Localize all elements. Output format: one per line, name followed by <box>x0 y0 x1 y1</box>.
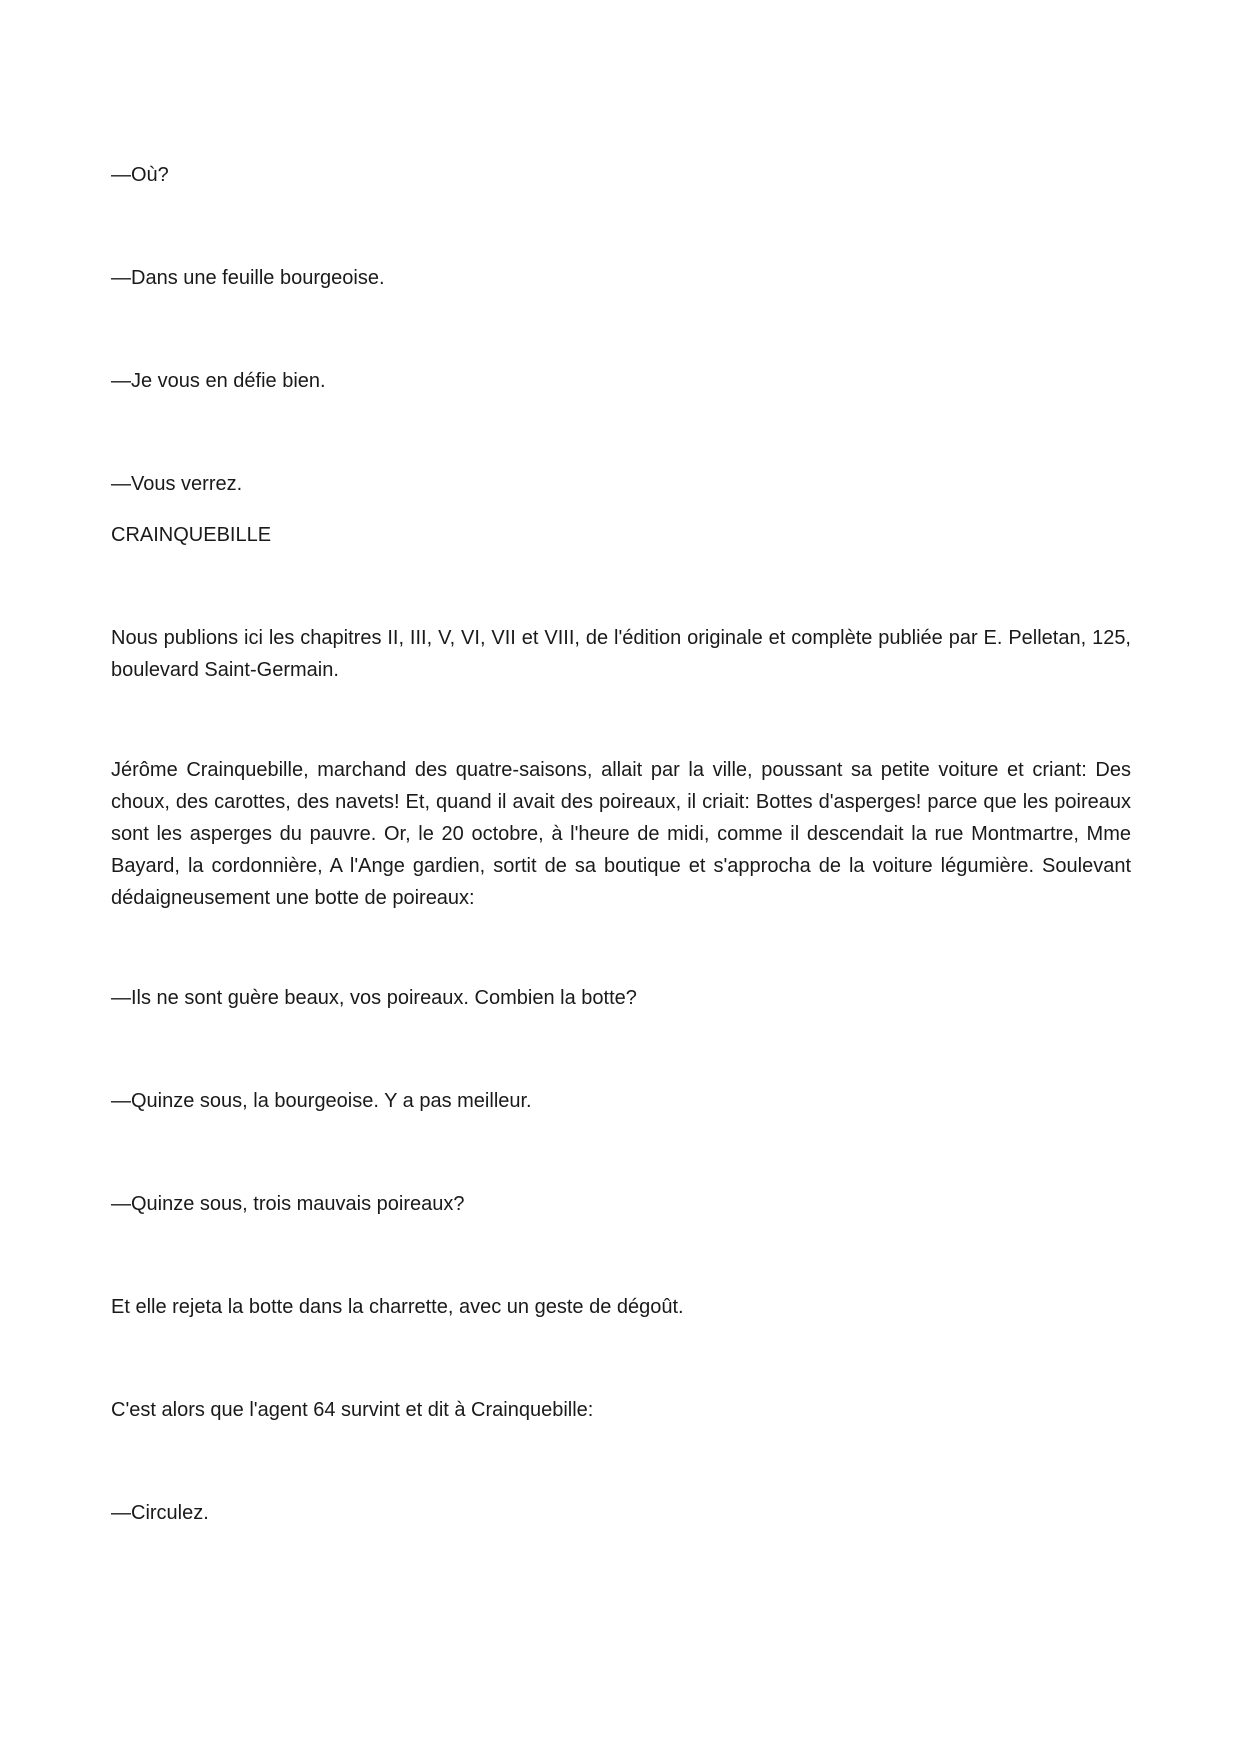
dialogue-line-quinze-sous: —Quinze sous, la bourgeoise. Y a pas meilleur. <box>111 1090 532 1112</box>
editorial-note-paragraph: Nous publions ici les chapitres II, III, V, VI, VII et VIII, de l'édition originale et complète publiée par E. Pelletan, 125, boulevard Saint-Germain. <box>111 627 1131 681</box>
dialogue-line-feuille: —Dans une feuille bourgeoise. <box>111 267 385 289</box>
narrative-line-rejeta: Et elle rejeta la botte dans la charrette, avec un geste de dégoût. <box>111 1296 684 1318</box>
chapter-title: CRAINQUEBILLE <box>111 524 272 546</box>
dialogue-line-verrez: —Vous verrez. <box>111 473 243 495</box>
dialogue-line-circulez: —Circulez. <box>111 1502 209 1524</box>
dialogue-line-mauvais: —Quinze sous, trois mauvais poireaux? <box>111 1193 465 1215</box>
narrative-paragraph: Jérôme Crainquebille, marchand des quatre-saisons, allait par la ville, poussant sa petite voiture et criant: Des choux, des carottes, des navets! Et, quand il avait des poireaux, il criait: Bottes d'asperges! parce que les poireaux sont les asperges du pauvre. Or, le 20 octobre, à l'heure de midi, comme il descendait la rue Montmartre, Mme Bayard, la cordonnière, A l'Ange gardien, sortit de sa boutique et s'approcha de la voiture légumière. Soulevant dédaigneusement une botte de poireaux: <box>111 759 1131 909</box>
dialogue-line-defie: —Je vous en défie bien. <box>111 370 326 392</box>
dialogue-line-ou: —Où? <box>111 164 169 186</box>
narrative-line-agent: C'est alors que l'agent 64 survint et dit à Crainquebille: <box>111 1399 594 1421</box>
dialogue-line-poireaux: —Ils ne sont guère beaux, vos poireaux. Combien la botte? <box>111 987 637 1009</box>
